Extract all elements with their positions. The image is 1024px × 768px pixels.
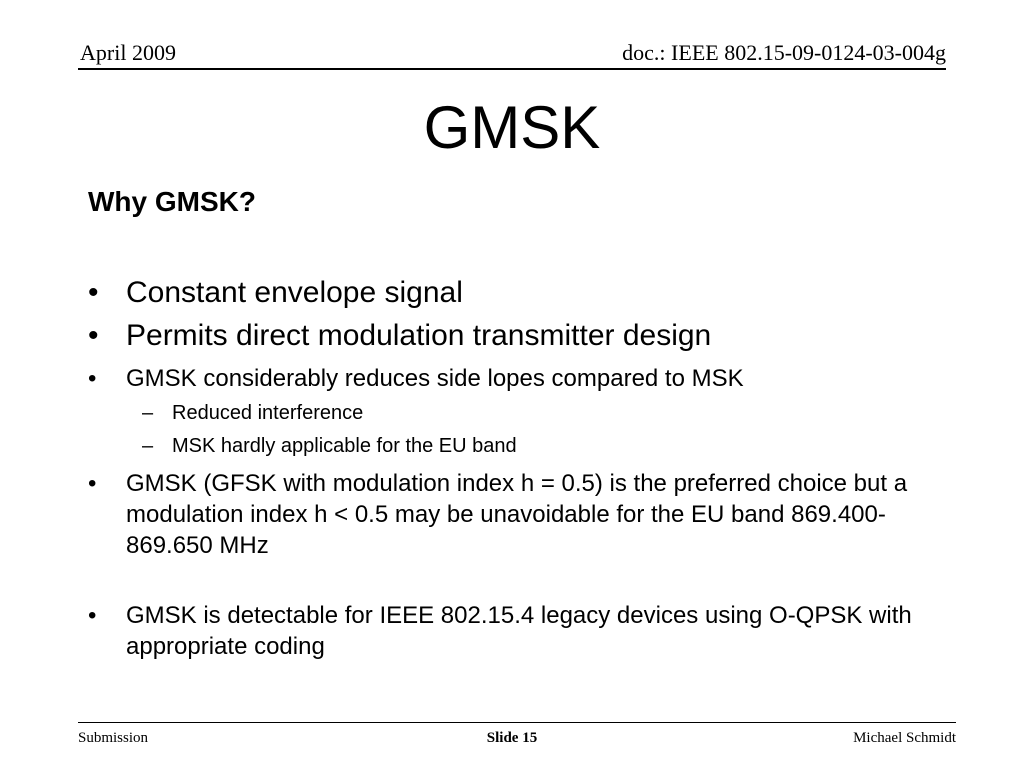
- footer-submission: Submission: [78, 730, 149, 746]
- bullet-mark: •: [88, 319, 99, 352]
- sub-bullet-item: [142, 434, 942, 460]
- bullet-text: Constant envelope signal: [126, 276, 463, 309]
- dash-mark: –: [142, 402, 154, 424]
- bullet-mark: •: [88, 276, 99, 309]
- bullet-item: [88, 276, 948, 312]
- bullet-text: GMSK (GFSK with modulation index h = 0.5) is the preferred choice but a modulation index h < 0.5 may be unavoidable for the EU band 869.400-869.650 MHz: [126, 470, 908, 559]
- bullet-text: GMSK considerably reduces side lopes compared to MSK: [126, 365, 744, 392]
- sub-bullet-text: MSK hardly applicable for the EU band: [172, 435, 517, 457]
- header-doc-id: doc.: IEEE 802.15-09-0124-03-004g: [622, 40, 946, 65]
- dash-mark: –: [142, 435, 154, 457]
- footer-slide-number: Slide 15: [486, 730, 538, 746]
- slide-title: GMSK: [423, 94, 601, 161]
- header-divider: [78, 68, 946, 70]
- bullet-item: [88, 600, 948, 666]
- bullet-item: [88, 365, 948, 395]
- bullet-mark: •: [88, 470, 97, 497]
- bullet-mark: •: [88, 602, 97, 629]
- bullet-item: [88, 468, 948, 564]
- bullet-text: Permits direct modulation transmitter design: [126, 319, 712, 352]
- bullet-item: [88, 319, 948, 355]
- footer-divider: [78, 722, 956, 723]
- bullet-mark: •: [88, 365, 97, 392]
- header-date: April 2009: [80, 40, 176, 65]
- footer-author: Michael Schmidt: [853, 730, 956, 746]
- sub-bullet-item: [142, 401, 942, 427]
- subheading: Why GMSK?: [88, 186, 256, 217]
- sub-bullet-text: Reduced interference: [172, 402, 364, 424]
- bullet-text: GMSK is detectable for IEEE 802.15.4 legacy devices using O-QPSK with appropriate coding: [126, 602, 912, 660]
